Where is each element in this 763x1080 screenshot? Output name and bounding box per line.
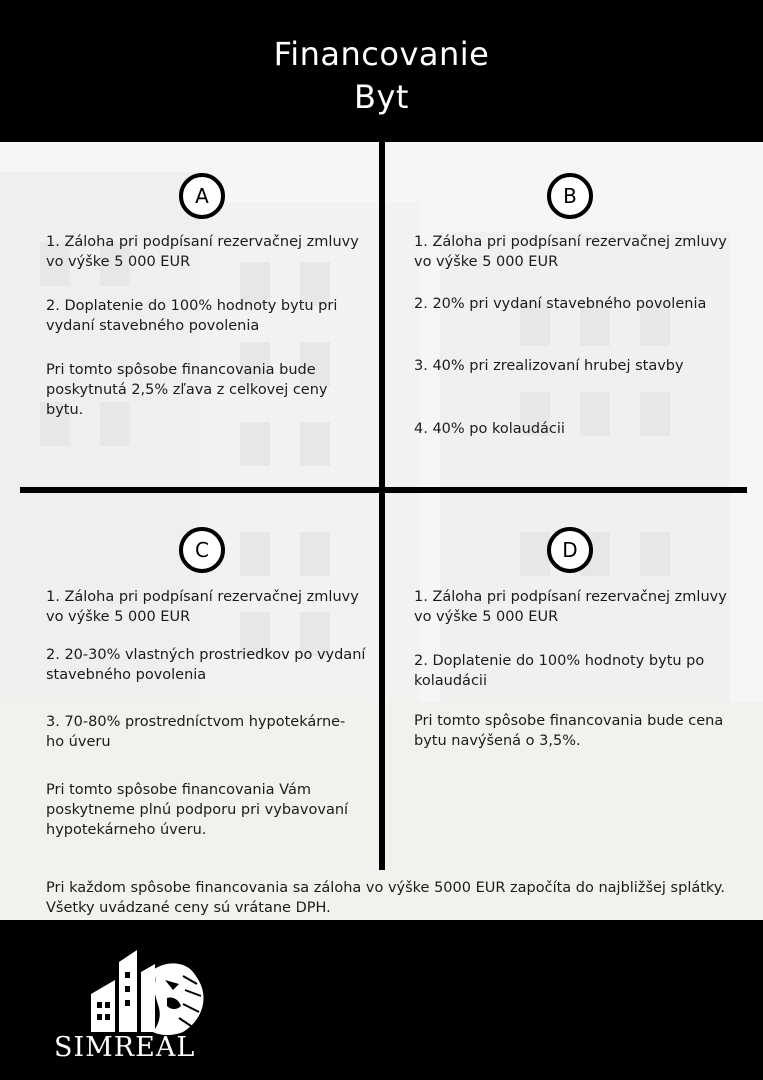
option-a-item-2: 2. Doplatenie do 100% hodnoty bytu pri vydaní stavebného povolenia [46, 298, 338, 334]
option-c-item-3: 3. 70-80% prostredníctvom hypotekárne-ho úveru [46, 714, 346, 750]
option-b-item-2: 2. 20% pri vydaní stavebného povolenia [414, 296, 707, 312]
option-b-item-4: 4. 40% po kolaudácii [414, 421, 565, 437]
option-b-badge: B [547, 173, 593, 219]
option-b-item-3: 3. 40% pri zrealizovaní hrubej stavby [414, 358, 684, 374]
footnote-line-1: Pri každom spôsobe financovania sa záloha vo výške 5000 EUR započíta do najbližšej splátky. [46, 880, 725, 896]
general-footnote [46, 878, 746, 918]
option-c-item-2: 2. 20-30% vlastných prostriedkov po vydaní stavebného povolenia [46, 647, 366, 683]
vertical-divider [379, 142, 385, 870]
page-footer [0, 920, 763, 1080]
option-a-note: Pri tomto spôsobe financovania bude poskytnutá 2,5% zľava z celkovej ceny bytu. [46, 362, 328, 418]
footnote-line-2: Všetky uvádzané ceny sú vrátane DPH. [46, 900, 331, 916]
option-d-badge: D [547, 527, 593, 573]
financing-options-panel [0, 142, 763, 920]
option-d-item-1: 1. Záloha pri podpísaní rezervačnej zmluvy vo výške 5 000 EUR [414, 589, 727, 625]
option-c-badge: C [179, 527, 225, 573]
option-a-badge: A [179, 173, 225, 219]
brand-wordmark: SIMREAL [54, 1032, 196, 1063]
page-header [0, 0, 763, 142]
page-title-line-1: Financovanie [273, 35, 490, 73]
option-d-note: Pri tomto spôsobe financovania bude cena bytu navýšená o 3,5%. [414, 713, 724, 749]
horizontal-divider [20, 487, 747, 493]
option-d-item-2: 2. Doplatenie do 100% hodnoty bytu po kolaudácii [414, 653, 705, 689]
option-c-note: Pri tomto spôsobe financovania Vám poskytneme plnú podporu pri vybavovaní hypotekárneho úveru. [46, 782, 349, 838]
option-c-item-1: 1. Záloha pri podpísaní rezervačnej zmluvy vo výške 5 000 EUR [46, 589, 359, 625]
option-b-item-1: 1. Záloha pri podpísaní rezervačnej zmluvy vo výške 5 000 EUR [414, 234, 727, 270]
page-title-line-2: Byt [354, 78, 409, 116]
option-a-item-1: 1. Záloha pri podpísaní rezervačnej zmluvy vo výške 5 000 EUR [46, 234, 359, 270]
